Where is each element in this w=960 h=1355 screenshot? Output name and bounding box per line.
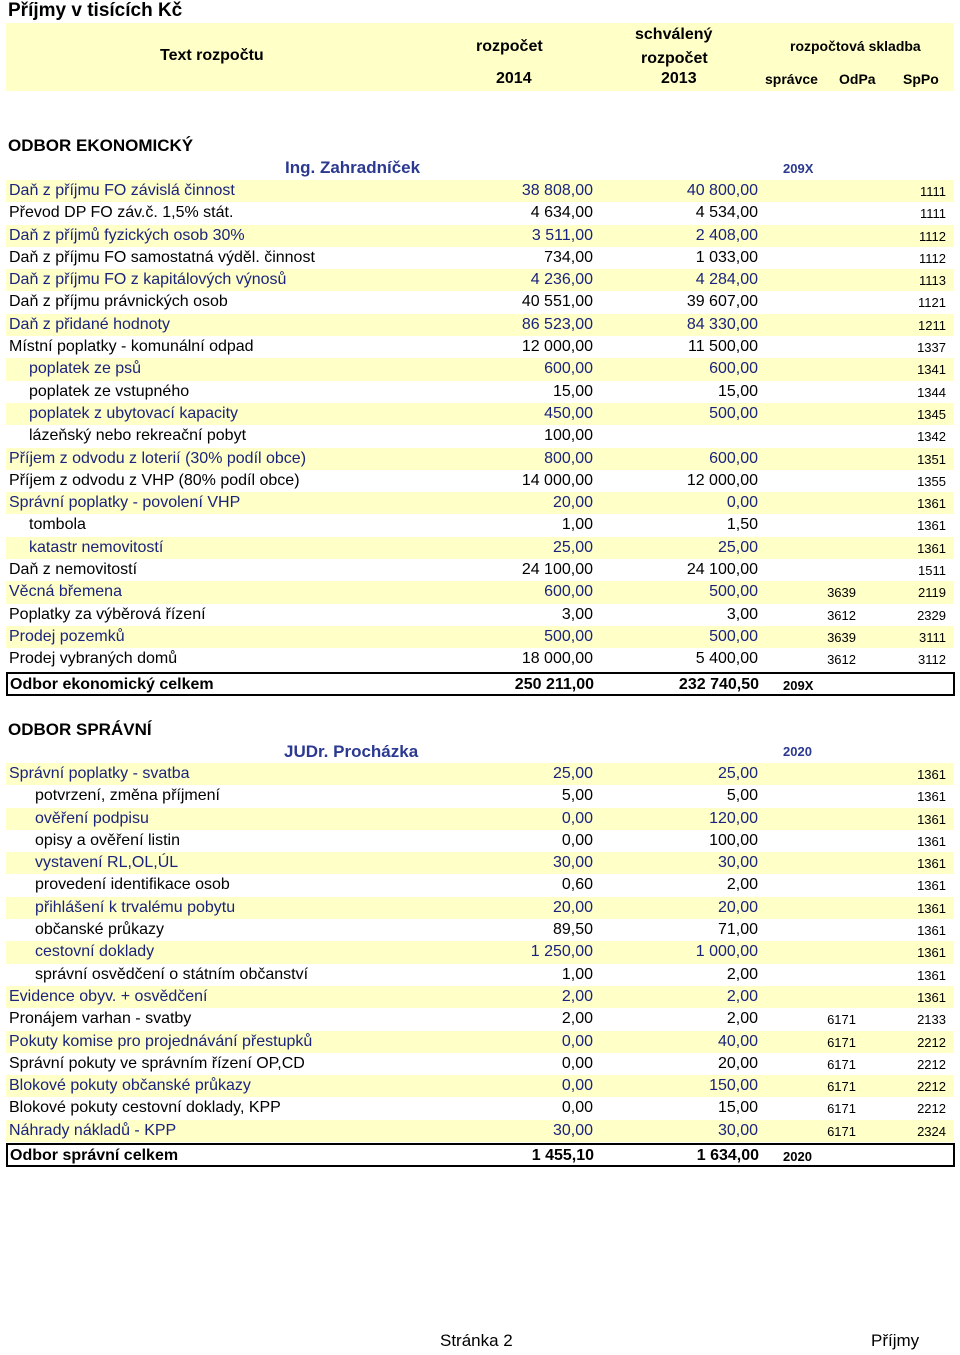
table-row [6, 314, 954, 336]
row-label: Správní poplatky - svatba [9, 765, 190, 782]
row-budget-2014: 0,00 [561, 831, 593, 849]
row-budget-2014: 18 000,00 [521, 650, 593, 668]
row-budget-2014: 30,00 [552, 854, 593, 872]
row-budget-2013: 2,00 [726, 965, 758, 983]
row-budget-2013: 39 607,00 [686, 293, 758, 311]
row-label: poplatek z ubytovací kapacity [29, 404, 239, 422]
row-budget-2013: 40 800,00 [686, 182, 758, 199]
row-spo: 1361 [917, 945, 946, 961]
total-budget-2013: 232 740,50 [678, 676, 759, 693]
row-spo: 1361 [917, 767, 946, 782]
row-spo: 2212 [917, 1034, 946, 1050]
header-budget-year: 2014 [496, 70, 532, 87]
row-odpa: 3612 [827, 607, 856, 623]
row-budget-2013: 84 330,00 [686, 315, 758, 333]
row-spo: 2133 [917, 1012, 946, 1028]
row-budget-2014: 20,00 [552, 898, 593, 916]
row-budget-2013: 15,00 [717, 382, 758, 400]
row-budget-2013: 3,00 [726, 605, 758, 623]
table-row [6, 180, 954, 202]
row-budget-2013: 30,00 [717, 1121, 758, 1139]
total-row-administrative [6, 1143, 955, 1167]
row-budget-2014: 0,00 [561, 809, 593, 827]
total-budget-2013: 1 634,00 [696, 1147, 759, 1164]
row-budget-2014: 0,00 [561, 1099, 593, 1117]
section-manager-economic: Ing. Zahradníček [285, 158, 421, 177]
row-spo: 1361 [917, 900, 946, 916]
row-spo: 1112 [919, 228, 946, 244]
header-approved-label-2: rozpočet [641, 50, 708, 67]
row-spo: 1355 [917, 473, 946, 489]
row-spo: 1351 [917, 451, 946, 467]
row-label: poplatek ze vstupného [29, 382, 190, 400]
row-budget-2013: 500,00 [709, 627, 758, 645]
row-label: Daň z příjmů fyzických osob 30% [9, 226, 245, 244]
table-row [6, 381, 954, 403]
row-budget-2014: 600,00 [544, 583, 593, 601]
table-row [6, 425, 954, 447]
table-row [6, 1053, 954, 1075]
row-budget-2014: 100,00 [544, 427, 593, 445]
row-budget-2013: 1,50 [726, 516, 758, 534]
row-label: správní osvědčení o státním občanství [35, 965, 309, 983]
table-row [6, 269, 954, 291]
table-row [6, 830, 954, 852]
section-title-economic: ODBOR EKONOMICKÝ [8, 136, 194, 155]
table-row [6, 986, 954, 1008]
row-spo: 1112 [919, 250, 946, 266]
row-budget-2014: 4 236,00 [530, 271, 593, 289]
row-label: Věcná břemena [9, 583, 122, 601]
row-budget-2013: 25,00 [717, 538, 758, 556]
row-spo: 1511 [918, 563, 946, 579]
footer-page-number: Stránka 2 [440, 1331, 513, 1350]
row-spo: 3112 [918, 652, 946, 668]
row-budget-2014: 40 551,00 [521, 293, 593, 311]
row-budget-2014: 1 250,00 [530, 943, 593, 961]
row-budget-2014: 86 523,00 [521, 315, 593, 333]
row-budget-2014: 1,00 [561, 965, 593, 983]
section-manager-administrative: JUDr. Procházka [284, 742, 419, 761]
table-row [6, 470, 954, 492]
row-budget-2013: 11 500,00 [688, 338, 758, 356]
row-budget-2013: 0,00 [726, 494, 758, 512]
row-budget-2014: 3,00 [561, 605, 593, 623]
row-odpa: 6171 [827, 1034, 856, 1050]
row-budget-2014: 24 100,00 [521, 561, 593, 579]
row-budget-2014: 600,00 [544, 360, 593, 378]
row-spo: 1361 [917, 856, 946, 872]
row-label: Správní pokuty ve správním řízení OP,CD [9, 1054, 305, 1072]
table-row [6, 358, 954, 380]
table-row [6, 537, 954, 559]
row-spo: 2212 [917, 1056, 946, 1072]
table-row [6, 626, 954, 648]
row-label: tombola [29, 516, 86, 534]
total-budget-2014: 250 211,00 [514, 676, 594, 693]
row-budget-2014: 0,00 [561, 1054, 593, 1072]
total-code: 209X [783, 678, 814, 693]
row-spo: 1344 [917, 384, 946, 400]
income-table-economic [6, 180, 954, 671]
table-row [6, 941, 954, 963]
row-budget-2013: 20,00 [717, 1054, 758, 1072]
table-row [6, 559, 954, 581]
header-budget-label: rozpočet [476, 38, 543, 55]
table-row [6, 1031, 954, 1053]
row-budget-2013: 40,00 [717, 1032, 758, 1050]
row-spo: 1342 [917, 429, 946, 445]
row-odpa: 6171 [827, 1079, 856, 1095]
row-budget-2014: 0,60 [561, 876, 593, 894]
row-label: Pronájem varhan - svatby [9, 1010, 192, 1028]
total-code: 2020 [783, 1149, 812, 1164]
row-label: cestovní doklady [35, 943, 155, 961]
table-row [6, 492, 954, 514]
row-spo: 1361 [917, 923, 946, 939]
table-row [6, 785, 954, 807]
row-budget-2013: 12 000,00 [686, 471, 758, 489]
table-row [6, 1075, 954, 1097]
row-budget-2013: 25,00 [717, 765, 758, 782]
table-row [6, 291, 954, 313]
row-label: opisy a ověření listin [35, 831, 180, 849]
section-title-administrative: ODBOR SPRÁVNÍ [8, 720, 152, 739]
row-budget-2013: 500,00 [709, 404, 758, 422]
row-spo: 1361 [917, 496, 946, 512]
row-budget-2013: 120,00 [709, 809, 758, 827]
row-label: Daň z přidané hodnoty [9, 315, 170, 333]
row-spo: 1345 [917, 406, 946, 422]
row-spo: 2212 [917, 1079, 946, 1095]
table-row [6, 225, 954, 247]
row-budget-2014: 450,00 [544, 404, 593, 422]
row-label: občanské průkazy [35, 921, 164, 939]
section-code-economic: 209X [783, 161, 814, 176]
row-odpa: 3612 [827, 652, 856, 668]
row-label: Převod DP FO záv.č. 1,5% stát. [9, 204, 234, 222]
row-label: Daň z příjmu FO samostatná výděl. činnost [9, 248, 315, 266]
table-row [6, 648, 954, 670]
row-label: Prodej vybraných domů [9, 650, 178, 668]
table-row [6, 897, 954, 919]
footer-section-name: Příjmy [871, 1331, 920, 1350]
row-budget-2014: 734,00 [544, 248, 593, 266]
row-budget-2013: 4 284,00 [695, 271, 758, 289]
row-odpa: 6171 [827, 1123, 856, 1139]
row-budget-2013: 15,00 [717, 1099, 758, 1117]
row-spo: 1361 [917, 789, 946, 805]
row-spo: 1361 [917, 833, 946, 849]
row-budget-2014: 14 000,00 [521, 471, 593, 489]
row-budget-2014: 20,00 [552, 494, 593, 512]
section-code-administrative: 2020 [783, 744, 812, 759]
row-spo: 2324 [917, 1123, 946, 1139]
row-budget-2013: 5,00 [726, 787, 758, 805]
row-budget-2013: 4 534,00 [695, 204, 758, 222]
row-label: Daň z příjmu právnických osob [9, 293, 228, 311]
header-col-odpa: OdPa [839, 71, 876, 87]
row-budget-2014: 0,00 [561, 1032, 593, 1050]
table-row [6, 247, 954, 269]
row-label: Příjem z odvodu z loterií (30% podíl obce) [9, 449, 307, 467]
row-label: Blokové pokuty cestovní doklady, KPP [9, 1099, 281, 1117]
row-spo: 1361 [917, 989, 946, 1005]
row-budget-2013: 24 100,00 [686, 561, 758, 579]
row-spo: 1113 [919, 273, 946, 289]
row-spo: 2212 [917, 1101, 946, 1117]
row-budget-2013: 1 000,00 [695, 943, 758, 961]
row-budget-2014: 12 000,00 [521, 338, 593, 356]
row-label: Prodej pozemků [9, 627, 125, 645]
row-budget-2014: 25,00 [552, 765, 593, 782]
row-label: přihlášení k trvalému pobytu [35, 898, 236, 916]
total-row-economic [6, 672, 955, 696]
table-row [6, 852, 954, 874]
row-label: Místní poplatky - komunální odpad [9, 338, 254, 356]
page-title: Příjmy v tisících Kč [8, 0, 183, 21]
row-label: Evidence obyv. + osvědčení [9, 987, 208, 1005]
row-budget-2013: 2 408,00 [695, 226, 758, 244]
row-budget-2014: 89,50 [552, 921, 593, 939]
row-label: Příjem z odvodu z VHP (80% podíl obce) [9, 471, 300, 489]
row-spo: 3111 [919, 629, 946, 645]
table-row [6, 581, 954, 603]
row-budget-2013: 150,00 [709, 1077, 758, 1095]
table-row [6, 874, 954, 896]
table-row [6, 763, 954, 785]
row-budget-2013: 600,00 [709, 449, 758, 467]
table-row [6, 202, 954, 224]
total-label: Odbor ekonomický celkem [10, 676, 214, 693]
row-spo: 1111 [919, 184, 946, 199]
row-budget-2014: 800,00 [544, 449, 593, 467]
row-budget-2013: 20,00 [717, 898, 758, 916]
row-budget-2013: 2,00 [726, 1010, 758, 1028]
header-col-spo: SpPo [903, 71, 939, 87]
row-label: vystavení RL,OL,ÚL [35, 854, 179, 872]
header-text-col: Text rozpočtu [160, 47, 264, 64]
row-budget-2014: 2,00 [561, 1010, 593, 1028]
row-label: katastr nemovitostí [29, 538, 164, 556]
row-label: Blokové pokuty občanské průkazy [9, 1077, 251, 1095]
header-col-admin: správce [765, 71, 818, 87]
table-header [6, 23, 954, 91]
row-budget-2013: 1 033,00 [695, 248, 758, 266]
row-spo: 1361 [917, 518, 946, 534]
row-budget-2013: 600,00 [709, 360, 758, 378]
table-row [6, 604, 954, 626]
row-spo: 2329 [917, 607, 946, 623]
header-approved-label-1: schválený [635, 26, 713, 43]
row-label: lázeňský nebo rekreační pobyt [29, 427, 247, 445]
row-label: provedení identifikace osob [35, 876, 230, 894]
row-spo: 1361 [917, 811, 946, 827]
row-label: Daň z příjmu FO závislá činnost [9, 182, 235, 199]
table-row [6, 808, 954, 830]
table-row [6, 336, 954, 358]
header-approved-year: 2013 [661, 70, 697, 87]
row-label: poplatek ze psů [29, 360, 142, 378]
row-spo: 1361 [917, 967, 946, 983]
row-label: Náhrady nákladů - KPP [9, 1121, 177, 1139]
row-budget-2013: 30,00 [717, 854, 758, 872]
row-spo: 1211 [918, 317, 946, 333]
row-odpa: 6171 [827, 1101, 856, 1117]
row-odpa: 3639 [827, 629, 856, 645]
row-budget-2013: 2,00 [726, 987, 758, 1005]
row-label: Pokuty komise pro projednávání přestupků [9, 1032, 313, 1050]
row-budget-2013: 500,00 [709, 583, 758, 601]
row-spo: 1121 [918, 295, 946, 311]
row-budget-2014: 15,00 [552, 382, 593, 400]
row-odpa: 3639 [827, 585, 856, 601]
row-budget-2013: 2,00 [726, 876, 758, 894]
row-spo: 1111 [919, 206, 946, 222]
row-budget-2013: 5 400,00 [695, 650, 758, 668]
row-budget-2014: 38 808,00 [521, 182, 593, 199]
table-row [6, 1008, 954, 1030]
row-budget-2014: 30,00 [552, 1121, 593, 1139]
row-budget-2014: 3 511,00 [531, 226, 593, 244]
table-row [6, 1120, 954, 1142]
row-odpa: 6171 [827, 1056, 856, 1072]
row-label: Správní poplatky - povolení VHP [9, 494, 241, 512]
row-label: ověření podpisu [35, 809, 149, 827]
income-table-administrative [6, 763, 954, 1142]
table-row [6, 919, 954, 941]
row-budget-2014: 5,00 [561, 787, 593, 805]
row-spo: 1361 [917, 878, 946, 894]
table-row [6, 514, 954, 536]
row-label: Daň z nemovitostí [9, 561, 138, 579]
row-label: potvrzení, změna příjmení [35, 787, 220, 805]
table-row [6, 964, 954, 986]
table-row [6, 403, 954, 425]
row-spo: 2119 [918, 585, 946, 601]
row-budget-2013: 71,00 [717, 921, 758, 939]
row-budget-2014: 1,00 [561, 516, 593, 534]
row-budget-2014: 25,00 [552, 538, 593, 556]
table-row [6, 448, 954, 470]
row-spo: 1341 [917, 362, 946, 378]
total-budget-2014: 1 455,10 [531, 1147, 594, 1164]
table-row [6, 1097, 954, 1119]
row-label: Poplatky za výběrová řízení [9, 605, 206, 623]
header-composition: rozpočtová skladba [790, 38, 921, 54]
row-budget-2014: 500,00 [544, 627, 593, 645]
row-odpa: 6171 [827, 1012, 856, 1028]
row-budget-2013: 100,00 [709, 831, 758, 849]
row-budget-2014: 4 634,00 [530, 204, 593, 222]
row-budget-2014: 2,00 [561, 987, 593, 1005]
row-label: Daň z příjmu FO z kapitálových výnosů [9, 271, 287, 289]
row-spo: 1361 [917, 540, 946, 556]
row-spo: 1337 [917, 340, 946, 356]
total-label: Odbor správní celkem [10, 1147, 179, 1164]
row-budget-2014: 0,00 [561, 1077, 593, 1095]
